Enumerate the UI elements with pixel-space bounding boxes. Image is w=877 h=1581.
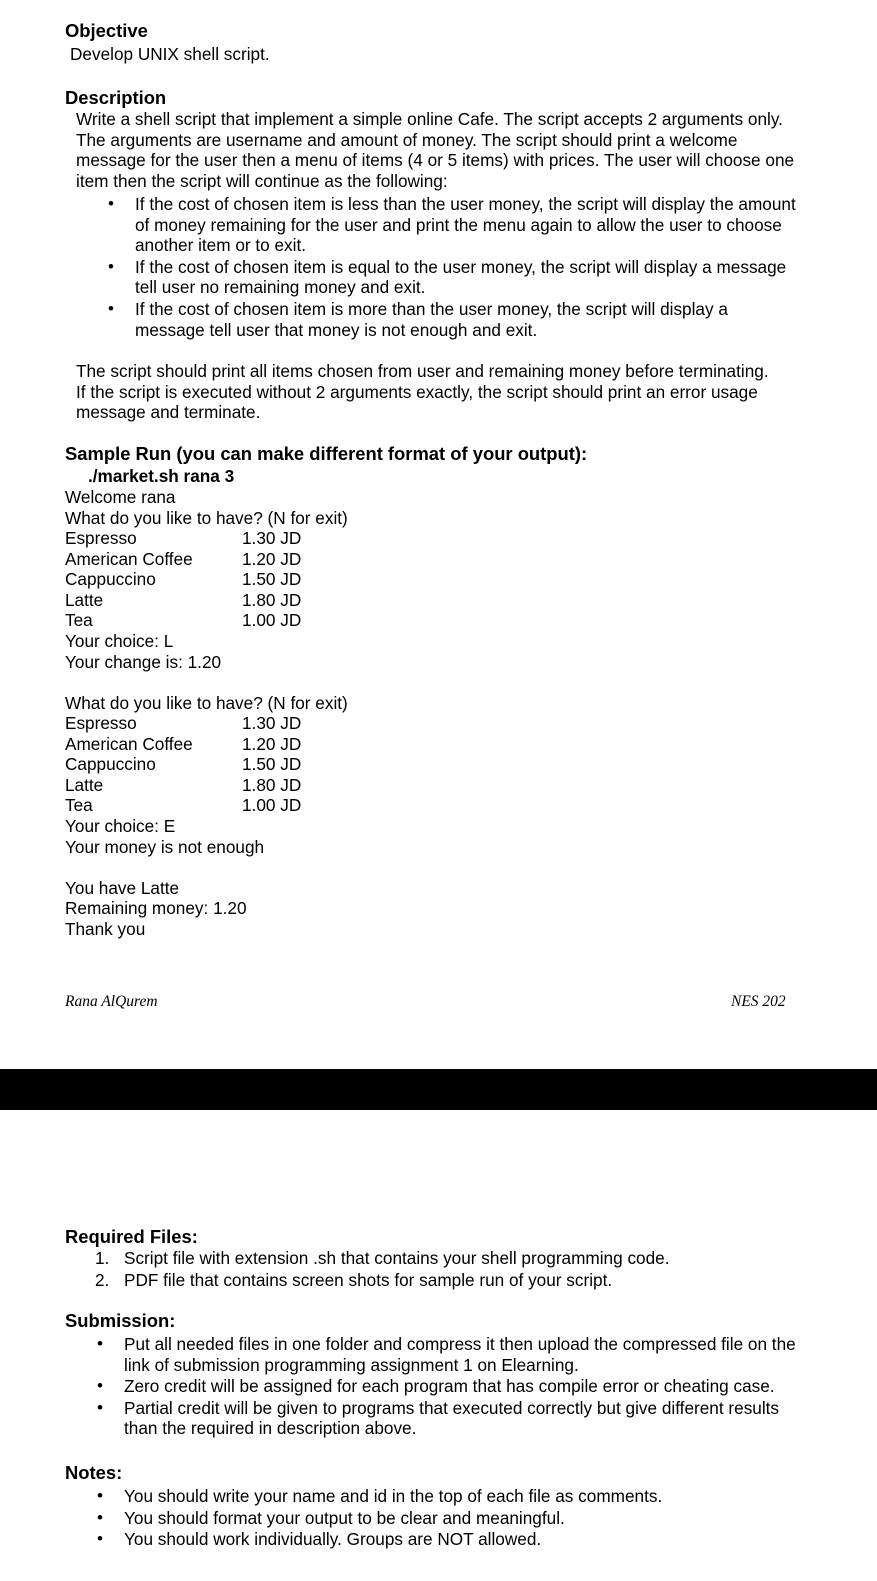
objective-text: Develop UNIX shell script.: [70, 44, 270, 64]
menu-item-price: 1.00 JD: [242, 795, 302, 816]
menu-item-price: 1.50 JD: [242, 569, 302, 590]
welcome-line: Welcome rana: [65, 487, 176, 507]
submission-bullets: [124, 1334, 796, 1439]
description-line: item then the script will continue as the following:: [76, 170, 448, 191]
bullet-line: link of submission programming assignment 1 on Elearning.: [124, 1354, 579, 1375]
thanks-line: Thank you: [65, 919, 146, 939]
summary-remaining-line: Remaining money: 1.20: [65, 898, 247, 918]
bullet-item: [135, 194, 796, 256]
not-enough-line: Your money is not enough: [65, 837, 265, 857]
list-text: Script file with extension .sh that contains your shell programming code.: [124, 1248, 670, 1268]
bullet-line: tell user no remaining money and exit.: [135, 277, 426, 298]
bullet-item: [124, 1376, 796, 1397]
bullet-line: • Put all needed files in one folder and compress it then upload the compressed file on the: [124, 1334, 796, 1354]
bullet-item: [124, 1398, 796, 1439]
summary-items-line: You have Latte: [65, 878, 180, 898]
change-line: Your change is: 1.20: [65, 652, 222, 672]
description-line: message for the user then a menu of items (4 or 5 items) with prices. The user will choose one: [76, 150, 795, 171]
menu-row: [65, 590, 365, 611]
choice-line-2: Your choice: E: [65, 816, 176, 836]
bullet-line: than the required in description above.: [124, 1418, 417, 1439]
required-files-heading: Required Files:: [65, 1226, 198, 1247]
prompt-line-2: What do you like to have? (N for exit): [65, 693, 348, 713]
list-item: [95, 1269, 670, 1291]
bullet-line: • You should write your name and id in the top of each file as comments.: [124, 1486, 663, 1506]
footer-author: Rana AlQurem: [65, 993, 158, 1010]
menu-item-price: 1.20 JD: [242, 548, 302, 569]
menu-item-name: Tea: [65, 610, 93, 631]
bullet-item: [124, 1334, 796, 1375]
menu-item-name: Espresso: [65, 713, 137, 733]
description-closing: [76, 361, 769, 423]
bullet-line: • Zero credit will be assigned for each program that has compile error or cheating case.: [124, 1376, 775, 1397]
menu-row: [65, 610, 365, 631]
bullet-item: [124, 1486, 662, 1507]
list-number: 2.: [95, 1269, 110, 1290]
notes-heading: Notes:: [65, 1462, 123, 1483]
bullet-item: [124, 1529, 662, 1550]
menu-item-name: Cappuccino: [65, 754, 156, 775]
objective-heading: Objective: [65, 20, 148, 41]
menu-item-price: 1.00 JD: [242, 610, 302, 631]
menu-item-price: 1.80 JD: [242, 774, 302, 795]
prompt-line: What do you like to have? (N for exit): [65, 508, 348, 528]
menu-row: [65, 569, 365, 590]
bullet-line: • If the cost of chosen item is less than the user money, the script will display the amount: [135, 194, 796, 214]
menu-item-price: 1.20 JD: [242, 733, 302, 754]
menu-item-name: Latte: [65, 774, 104, 795]
bullet-item: [135, 299, 796, 340]
description-line: The arguments are username and amount of money. The script should print a welcome: [76, 129, 738, 150]
menu-item-name: American Coffee: [65, 733, 193, 754]
menu-item-name: Cappuccino: [65, 569, 156, 590]
closing-line: message and terminate.: [76, 402, 261, 423]
bullet-item: [135, 257, 796, 298]
menu-item-price: 1.50 JD: [242, 754, 302, 775]
sample-run-heading: Sample Run (you can make different format of your output):: [65, 443, 588, 464]
submission-heading: Submission:: [65, 1310, 176, 1331]
menu-row: [65, 713, 365, 734]
menu-row: [65, 734, 365, 755]
description-paragraph: [76, 109, 794, 191]
bullet-line: • If the cost of chosen item is equal to the user money, the script will display a message: [135, 256, 787, 277]
sample-command: ./market.sh rana 3: [88, 466, 235, 486]
description-line: Write a shell script that implement a simple online Cafe. The script accepts 2 arguments only.: [76, 109, 783, 129]
required-files-list: [95, 1248, 670, 1290]
menu-item-price: 1.80 JD: [242, 589, 302, 610]
bullet-item: [124, 1508, 662, 1529]
menu-item-price: 1.30 JD: [242, 713, 302, 733]
menu-item-name: American Coffee: [65, 548, 193, 569]
description-bullets: [135, 194, 796, 340]
menu-item-name: Espresso: [65, 528, 137, 548]
menu-table-2: [65, 713, 365, 816]
menu-row: [65, 528, 365, 549]
bullet-line: • You should format your output to be clear and meaningful.: [124, 1507, 565, 1528]
notes-bullets: [124, 1486, 662, 1550]
list-number: 1.: [95, 1248, 110, 1268]
bullet-line: • Partial credit will be given to programs that executed correctly but give different results: [124, 1397, 780, 1418]
menu-item-price: 1.30 JD: [242, 528, 302, 548]
closing-line: If the script is executed without 2 arguments exactly, the script should print an error usage: [76, 381, 758, 402]
bullet-line: • If the cost of chosen item is more than the user money, the script will display a: [135, 298, 728, 319]
menu-row: [65, 775, 365, 796]
bullet-line: message tell user that money is not enough and exit.: [135, 319, 538, 340]
bullet-line: • You should work individually. Groups are NOT allowed.: [124, 1529, 542, 1550]
page-separator: [0, 1069, 877, 1110]
footer-course: NES 202: [731, 993, 786, 1010]
menu-row: [65, 795, 365, 816]
menu-row: [65, 754, 365, 775]
menu-item-name: Tea: [65, 795, 93, 816]
description-heading: Description: [65, 87, 167, 108]
bullet-line: of money remaining for the user and print the menu again to allow the user to choose: [135, 214, 782, 235]
list-text: PDF file that contains screen shots for sample run of your script.: [124, 1269, 613, 1290]
closing-line: The script should print all items chosen from user and remaining money before terminating.: [76, 361, 769, 381]
menu-table: [65, 528, 365, 631]
list-item: [95, 1248, 670, 1269]
choice-line: Your choice: L: [65, 631, 174, 651]
bullet-line: another item or to exit.: [135, 235, 307, 256]
menu-row: [65, 549, 365, 570]
menu-item-name: Latte: [65, 589, 104, 610]
